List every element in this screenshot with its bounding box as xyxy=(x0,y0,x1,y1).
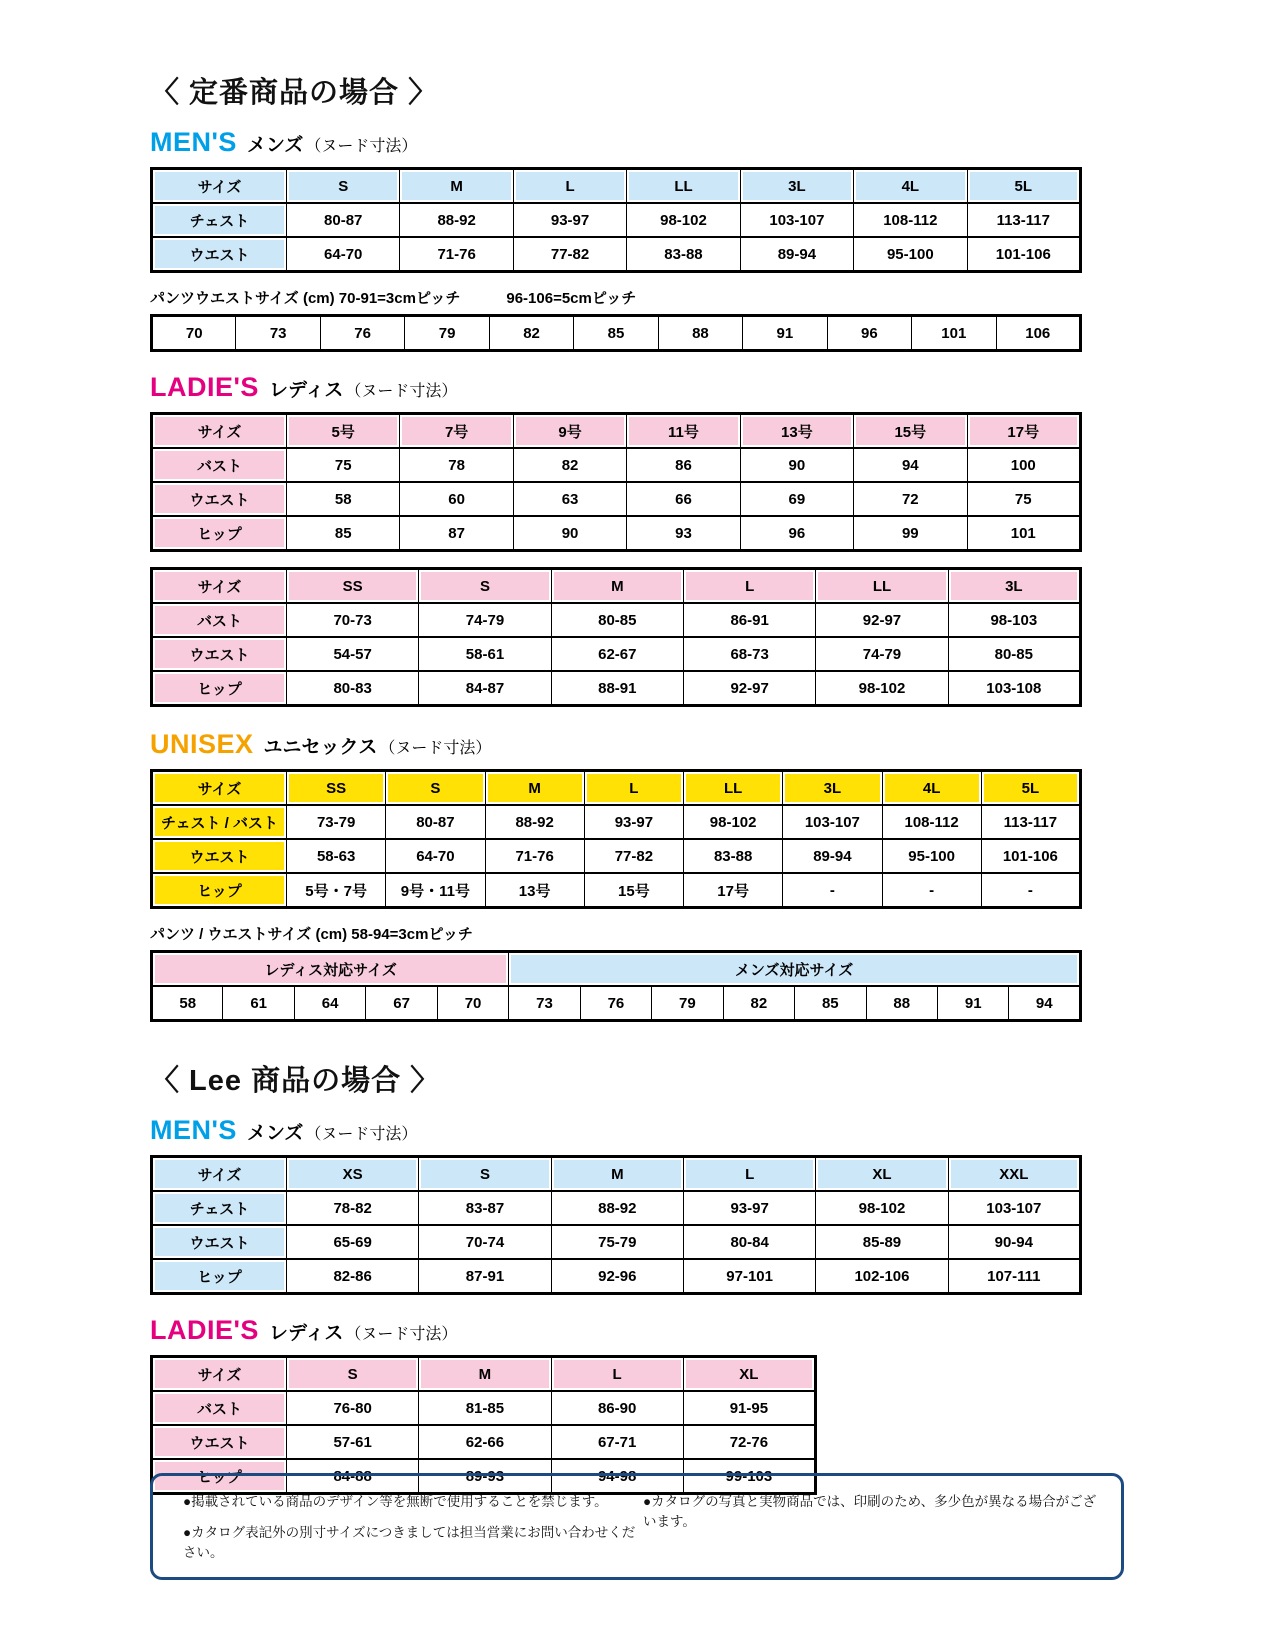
value-cell: 93-97 xyxy=(584,805,683,839)
table-row xyxy=(152,203,1081,237)
value-cell: 101 xyxy=(967,516,1080,551)
value-cell: 78-82 xyxy=(287,1191,419,1225)
unisex-pants-waist-table xyxy=(150,950,1082,1022)
size-column-header-cell: 4L xyxy=(882,771,981,806)
lee-mens-size-table-grid xyxy=(150,1155,1082,1295)
value-cell: 71-76 xyxy=(400,237,513,272)
value-cell: 83-88 xyxy=(684,839,783,873)
value-cell: 68-73 xyxy=(683,637,815,671)
table-row xyxy=(152,986,1081,1021)
size-column-header-cell: M xyxy=(551,569,683,604)
value-cell: 87 xyxy=(400,516,513,551)
size-column-header-cell: S xyxy=(419,1157,551,1192)
mens-standard-size-table-grid xyxy=(150,167,1082,273)
size-column-header-cell: XS xyxy=(287,1157,419,1192)
size-header-label-cell: サイズ xyxy=(152,169,287,204)
value-cell: 91-95 xyxy=(683,1391,815,1425)
size-column-header-cell: 17号 xyxy=(967,414,1080,449)
value-cell: 94 xyxy=(854,448,967,482)
table-row xyxy=(152,805,1081,839)
value-cell: 90-94 xyxy=(948,1225,1080,1259)
size-column-header-cell: S xyxy=(386,771,485,806)
unisex-size-table-grid xyxy=(150,769,1082,909)
row-label-cell: ヒップ xyxy=(152,671,287,706)
value-cell: 86 xyxy=(627,448,740,482)
value-cell: 98-102 xyxy=(816,1191,948,1225)
value-cell: 96 xyxy=(740,516,853,551)
table-row xyxy=(152,448,1081,482)
footer-notes-left xyxy=(183,1490,643,1561)
value-cell: 73 xyxy=(236,316,320,351)
value-cell: 91 xyxy=(937,986,1008,1021)
value-cell: 75 xyxy=(967,482,1080,516)
unisex-pants-note-text: パンツ / ウエストサイズ (cm) 58-94=3cmピッチ xyxy=(150,926,473,943)
value-cell: 80-83 xyxy=(287,671,419,706)
value-cell: 86-90 xyxy=(551,1391,683,1425)
ladies-brand-label: LADIE'S xyxy=(150,1315,259,1345)
value-cell: 58 xyxy=(152,986,223,1021)
table-row xyxy=(152,237,1081,272)
value-cell: 72 xyxy=(854,482,967,516)
value-cell: 113-117 xyxy=(981,805,1080,839)
unisex-heading xyxy=(150,729,1082,760)
value-cell: 93 xyxy=(627,516,740,551)
table-row xyxy=(152,1259,1081,1294)
value-cell: 88-92 xyxy=(551,1191,683,1225)
standard-section-title: 〈 定番商品の場合 〉 xyxy=(150,77,439,109)
footer-note: ●カタログ表記外の別寸サイズにつきましては担当営業にお問い合わせください。 xyxy=(183,1525,636,1560)
size-column-header-cell: 11号 xyxy=(627,414,740,449)
ladies-alpha-size-table-grid xyxy=(150,567,1082,707)
value-cell: 88-91 xyxy=(551,671,683,706)
size-column-header-cell: 3L xyxy=(783,771,882,806)
table-row xyxy=(152,516,1081,551)
value-cell: 80-87 xyxy=(386,805,485,839)
table-row xyxy=(152,316,1081,351)
value-cell: 62-66 xyxy=(419,1425,551,1459)
value-cell: 88 xyxy=(658,316,742,351)
row-label-cell: ウエスト xyxy=(152,237,287,272)
row-label-cell: ヒップ xyxy=(152,516,287,551)
row-label-cell: ウエスト xyxy=(152,637,287,671)
value-cell: 86-91 xyxy=(683,603,815,637)
value-cell: 107-111 xyxy=(948,1259,1080,1294)
value-cell: 103-108 xyxy=(948,671,1080,706)
footer-note: ●カタログの写真と実物商品では、印刷のため、多少色が異なる場合がございます。 xyxy=(643,1494,1097,1529)
value-cell: 76 xyxy=(580,986,651,1021)
value-cell: 94-98 xyxy=(551,1459,683,1494)
value-cell: 15号 xyxy=(584,873,683,908)
size-header-label-cell: サイズ xyxy=(152,569,287,604)
size-column-header-cell: M xyxy=(551,1157,683,1192)
value-cell: 79 xyxy=(405,316,489,351)
mens-pants-waist-table-grid xyxy=(150,314,1082,352)
row-label-cell: ウエスト xyxy=(152,839,287,873)
value-cell: 96 xyxy=(827,316,911,351)
value-cell: 106 xyxy=(996,316,1080,351)
size-column-header-cell: 5L xyxy=(967,169,1080,204)
mens-pants-note-part1: パンツウエストサイズ (cm) 70-91=3cmピッチ xyxy=(150,290,461,307)
size-column-header-cell: 5L xyxy=(981,771,1080,806)
size-column-header-cell: SS xyxy=(287,569,419,604)
row-label-cell: チェスト / バスト xyxy=(152,805,287,839)
value-cell: 70 xyxy=(437,986,508,1021)
unisex-size-table xyxy=(150,769,1082,909)
value-cell: 89-94 xyxy=(740,237,853,272)
value-cell: 88 xyxy=(866,986,937,1021)
row-label-cell: ヒップ xyxy=(152,873,287,908)
value-cell: 63 xyxy=(513,482,626,516)
lee-mens-size-table xyxy=(150,1155,1082,1295)
value-cell: 67-71 xyxy=(551,1425,683,1459)
mens-pants-waist-table xyxy=(150,314,1082,352)
value-cell: - xyxy=(882,873,981,908)
value-cell: 94 xyxy=(1009,986,1081,1021)
value-cell: - xyxy=(783,873,882,908)
value-cell: 78 xyxy=(400,448,513,482)
value-cell: 92-97 xyxy=(816,603,948,637)
mens-brand-label: MEN'S xyxy=(150,127,237,157)
value-cell: 101-106 xyxy=(981,839,1080,873)
value-cell: 92-96 xyxy=(551,1259,683,1294)
value-cell: 17号 xyxy=(684,873,783,908)
value-cell: 58 xyxy=(287,482,400,516)
value-cell: 98-102 xyxy=(816,671,948,706)
size-column-header-cell: S xyxy=(287,169,400,204)
table-row xyxy=(152,1425,816,1459)
value-cell: 92-97 xyxy=(683,671,815,706)
table-row xyxy=(152,839,1081,873)
value-cell: 103-107 xyxy=(740,203,853,237)
value-cell: 93-97 xyxy=(513,203,626,237)
size-column-header-cell: S xyxy=(287,1357,419,1392)
value-cell: 80-85 xyxy=(551,603,683,637)
size-column-header-cell: XL xyxy=(816,1157,948,1192)
value-cell: 85 xyxy=(795,986,866,1021)
nude-measure-note: （ヌード寸法） xyxy=(345,1326,458,1343)
value-cell: 13号 xyxy=(485,873,584,908)
value-cell: 70-73 xyxy=(287,603,419,637)
lee-mens-heading xyxy=(150,1115,1082,1146)
value-cell: - xyxy=(981,873,1080,908)
value-cell: 85-89 xyxy=(816,1225,948,1259)
mens-pants-note xyxy=(150,287,1082,308)
footer-notes-right xyxy=(643,1490,1103,1561)
value-cell: 113-117 xyxy=(967,203,1080,237)
value-cell: 9号・11号 xyxy=(386,873,485,908)
value-cell: 90 xyxy=(740,448,853,482)
value-cell: 65-69 xyxy=(287,1225,419,1259)
value-cell: 57-61 xyxy=(287,1425,419,1459)
value-cell: 82 xyxy=(489,316,573,351)
value-cell: 108-112 xyxy=(882,805,981,839)
value-cell: 101-106 xyxy=(967,237,1080,272)
nude-measure-note: （ヌード寸法） xyxy=(305,1126,418,1143)
size-column-header-cell: LL xyxy=(816,569,948,604)
ladies-alpha-size-table xyxy=(150,567,1082,707)
table-row xyxy=(152,482,1081,516)
group-header-cell: レディス対応サイズ xyxy=(152,952,509,987)
size-column-header-cell: S xyxy=(419,569,551,604)
value-cell: 72-76 xyxy=(683,1425,815,1459)
unisex-brand-label: UNISEX xyxy=(150,729,254,759)
mens-jp-label: メンズ xyxy=(246,1123,304,1144)
row-label-cell: ヒップ xyxy=(152,1459,287,1494)
value-cell: 84-87 xyxy=(419,671,551,706)
ladies-standard-heading xyxy=(150,372,1082,403)
footer-notes-box xyxy=(150,1473,1124,1580)
size-column-header-cell: 5号 xyxy=(287,414,400,449)
group-header-row xyxy=(152,952,1081,987)
value-cell: 77-82 xyxy=(513,237,626,272)
value-cell: 101 xyxy=(912,316,996,351)
value-cell: 80-84 xyxy=(683,1225,815,1259)
size-column-header-cell: L xyxy=(683,569,815,604)
size-column-header-cell: 3L xyxy=(948,569,1080,604)
row-label-cell: バスト xyxy=(152,603,287,637)
value-cell: 73 xyxy=(509,986,580,1021)
ladies-jp-label: レディス xyxy=(268,1323,344,1344)
footer-note: ●掲載されている商品のデザイン等を無断で使用することを禁じます。 xyxy=(183,1494,608,1509)
value-cell: 85 xyxy=(287,516,400,551)
unisex-pants-note xyxy=(150,923,1082,944)
table-row xyxy=(152,603,1081,637)
row-label-cell: ヒップ xyxy=(152,1259,287,1294)
value-cell: 93-97 xyxy=(683,1191,815,1225)
value-cell: 81-85 xyxy=(419,1391,551,1425)
value-cell: 97-101 xyxy=(683,1259,815,1294)
value-cell: 71-76 xyxy=(485,839,584,873)
value-cell: 98-103 xyxy=(948,603,1080,637)
table-row xyxy=(152,1391,816,1425)
value-cell: 58-61 xyxy=(419,637,551,671)
value-cell: 79 xyxy=(652,986,723,1021)
value-cell: 74-79 xyxy=(816,637,948,671)
value-cell: 108-112 xyxy=(854,203,967,237)
row-label-cell: ウエスト xyxy=(152,1425,287,1459)
size-column-header-cell: 4L xyxy=(854,169,967,204)
nude-measure-note: （ヌード寸法） xyxy=(345,383,458,400)
value-cell: 80-85 xyxy=(948,637,1080,671)
row-label-cell: バスト xyxy=(152,1391,287,1425)
value-cell: 62-67 xyxy=(551,637,683,671)
table-row xyxy=(152,873,1081,908)
mens-standard-heading xyxy=(150,127,1082,158)
table-row xyxy=(152,637,1081,671)
value-cell: 80-87 xyxy=(287,203,400,237)
value-cell: 69 xyxy=(740,482,853,516)
value-cell: 82-86 xyxy=(287,1259,419,1294)
size-column-header-cell: L xyxy=(513,169,626,204)
value-cell: 88-92 xyxy=(400,203,513,237)
size-column-header-cell: 3L xyxy=(740,169,853,204)
value-cell: 89-93 xyxy=(419,1459,551,1494)
value-cell: 89-94 xyxy=(783,839,882,873)
value-cell: 64 xyxy=(294,986,365,1021)
value-cell: 82 xyxy=(513,448,626,482)
value-cell: 95-100 xyxy=(854,237,967,272)
size-column-header-cell: LL xyxy=(684,771,783,806)
value-cell: 77-82 xyxy=(584,839,683,873)
size-header-label-cell: サイズ xyxy=(152,414,287,449)
value-cell: 76 xyxy=(320,316,404,351)
value-cell: 100 xyxy=(967,448,1080,482)
size-column-header-cell: 9号 xyxy=(513,414,626,449)
value-cell: 61 xyxy=(223,986,294,1021)
value-cell: 88-92 xyxy=(485,805,584,839)
value-cell: 64-70 xyxy=(287,237,400,272)
value-cell: 99 xyxy=(854,516,967,551)
size-column-header-cell: XL xyxy=(683,1357,815,1392)
size-header-label-cell: サイズ xyxy=(152,1157,287,1192)
size-column-header-cell: 7号 xyxy=(400,414,513,449)
mens-pants-note-part2: 96-106=5cmピッチ xyxy=(506,290,637,307)
value-cell: 85 xyxy=(574,316,658,351)
size-column-header-cell: M xyxy=(419,1357,551,1392)
value-cell: 98-102 xyxy=(627,203,740,237)
table-row xyxy=(152,1225,1081,1259)
value-cell: 75 xyxy=(287,448,400,482)
value-cell: 54-57 xyxy=(287,637,419,671)
value-cell: 98-102 xyxy=(684,805,783,839)
unisex-jp-label: ユニセックス xyxy=(263,737,378,758)
value-cell: 87-91 xyxy=(419,1259,551,1294)
size-column-header-cell: 13号 xyxy=(740,414,853,449)
value-cell: 99-103 xyxy=(683,1459,815,1494)
value-cell: 76-80 xyxy=(287,1391,419,1425)
unisex-pants-waist-table-grid xyxy=(150,950,1082,1022)
size-column-header-cell: M xyxy=(485,771,584,806)
value-cell: 84-88 xyxy=(287,1459,419,1494)
size-column-header-cell: M xyxy=(400,169,513,204)
row-label-cell: チェスト xyxy=(152,203,287,237)
value-cell: 103-107 xyxy=(783,805,882,839)
size-header-label-cell: サイズ xyxy=(152,771,287,806)
value-cell: 74-79 xyxy=(419,603,551,637)
ladies-jp-label: レディス xyxy=(268,380,344,401)
table-row xyxy=(152,1191,1081,1225)
value-cell: 60 xyxy=(400,482,513,516)
size-column-header-cell: L xyxy=(551,1357,683,1392)
value-cell: 83-87 xyxy=(419,1191,551,1225)
row-label-cell: バスト xyxy=(152,448,287,482)
size-column-header-cell: 15号 xyxy=(854,414,967,449)
mens-jp-label: メンズ xyxy=(246,135,304,156)
value-cell: 73-79 xyxy=(287,805,386,839)
size-column-header-cell: L xyxy=(584,771,683,806)
lee-section-title: 〈 Lee 商品の場合 〉 xyxy=(150,1065,441,1097)
ladies-number-size-table xyxy=(150,412,1082,552)
value-cell: 66 xyxy=(627,482,740,516)
value-cell: 82 xyxy=(723,986,794,1021)
row-label-cell: ウエスト xyxy=(152,482,287,516)
table-row xyxy=(152,671,1081,706)
value-cell: 67 xyxy=(366,986,437,1021)
value-cell: 83-88 xyxy=(627,237,740,272)
lee-ladies-heading xyxy=(150,1315,1082,1346)
group-header-cell: メンズ対応サイズ xyxy=(509,952,1081,987)
value-cell: 90 xyxy=(513,516,626,551)
nude-measure-note: （ヌード寸法） xyxy=(379,740,492,757)
value-cell: 75-79 xyxy=(551,1225,683,1259)
value-cell: 64-70 xyxy=(386,839,485,873)
nude-measure-note: （ヌード寸法） xyxy=(305,138,418,155)
value-cell: 5号・7号 xyxy=(287,873,386,908)
row-label-cell: チェスト xyxy=(152,1191,287,1225)
value-cell: 58-63 xyxy=(287,839,386,873)
mens-brand-label: MEN'S xyxy=(150,1115,237,1145)
size-header-label-cell: サイズ xyxy=(152,1357,287,1392)
size-column-header-cell: SS xyxy=(287,771,386,806)
size-chart-page xyxy=(150,70,1082,1509)
mens-standard-size-table xyxy=(150,167,1082,273)
value-cell: 102-106 xyxy=(816,1259,948,1294)
value-cell: 70-74 xyxy=(419,1225,551,1259)
size-column-header-cell: LL xyxy=(627,169,740,204)
value-cell: 95-100 xyxy=(882,839,981,873)
value-cell: 70 xyxy=(152,316,236,351)
value-cell: 103-107 xyxy=(948,1191,1080,1225)
ladies-number-size-table-grid xyxy=(150,412,1082,552)
ladies-brand-label: LADIE'S xyxy=(150,372,259,402)
size-column-header-cell: L xyxy=(683,1157,815,1192)
row-label-cell: ウエスト xyxy=(152,1225,287,1259)
size-column-header-cell: XXL xyxy=(948,1157,1080,1192)
value-cell: 91 xyxy=(743,316,827,351)
